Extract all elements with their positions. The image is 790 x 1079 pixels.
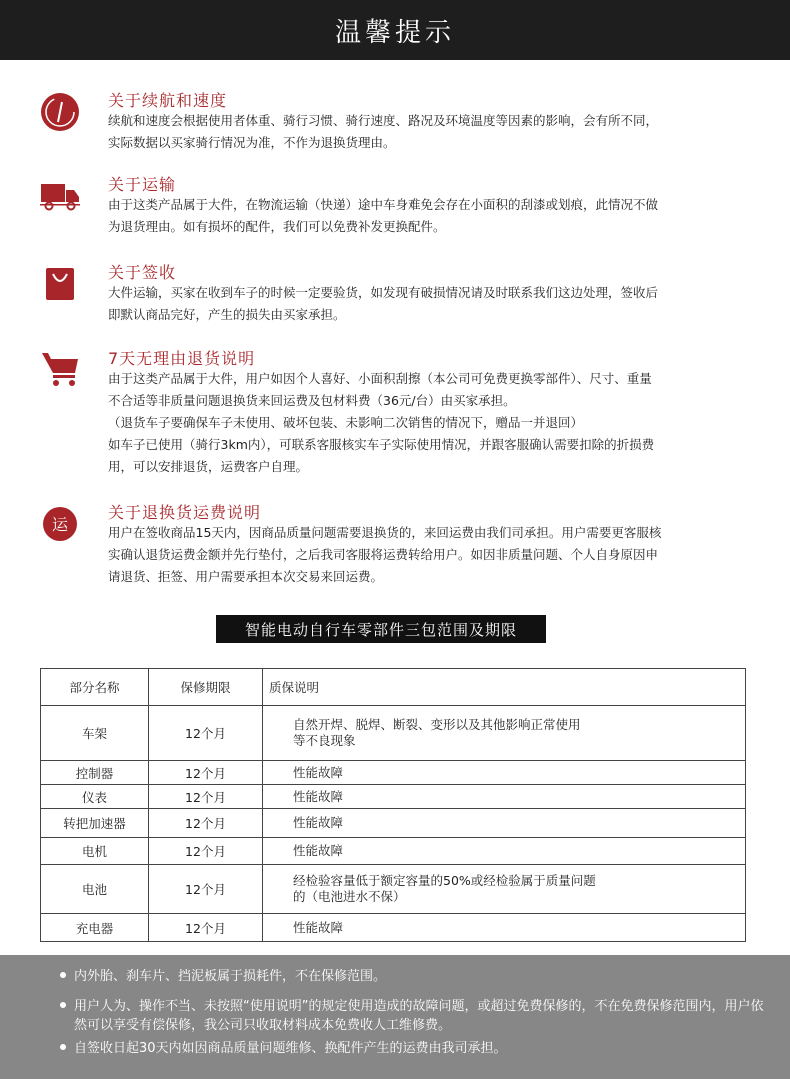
section-title: 关于退换货运费说明 (108, 503, 262, 522)
body-line: 用，可以安排退货，运费客户自理。 (108, 459, 309, 474)
desc-line: 性能故障 (293, 815, 344, 830)
table-row (41, 809, 746, 838)
warranty-desc (263, 809, 746, 838)
body-line: 实确认退货运费金额并先行垫付，之后我司客服将运费转给用户。如因非质量问题、个人自身原因申 (108, 547, 659, 562)
shipping-fee-icon (40, 504, 80, 544)
desc-line: 性能故障 (293, 919, 344, 935)
part-name: 电池 (41, 865, 149, 914)
section-body (108, 368, 758, 478)
table-row (41, 914, 746, 942)
table-row (41, 865, 746, 914)
body-line: 实际数据以买家骑行情况为准，不作为退换货理由。 (108, 135, 396, 150)
table-row (41, 761, 746, 785)
warranty-desc (263, 706, 746, 761)
warranty-desc (263, 865, 746, 914)
speedometer-icon (40, 92, 80, 132)
bullet-icon (60, 1044, 66, 1050)
body-line: 为退货理由。如有损坏的配件，我们可以免费补发更换配件。 (108, 219, 446, 234)
body-line: 不合适等非质量问题退换货来回运费及包材料费（36元/台）由买家承担。 (108, 393, 516, 408)
warranty-period: 12个月 (149, 865, 263, 914)
section-title: 关于续航和速度 (108, 91, 228, 110)
part-name: 转把加速器 (41, 809, 149, 838)
warranty-desc (263, 761, 746, 785)
warranty-period: 12个月 (149, 914, 263, 942)
part-name: 控制器 (41, 761, 149, 785)
bullet-icon (60, 1002, 66, 1008)
header-period: 保修期限 (149, 669, 263, 706)
desc-line: 性能故障 (293, 764, 344, 780)
warranty-table (40, 668, 746, 942)
desc-line: 性能故障 (293, 788, 344, 804)
warranty-desc (263, 838, 746, 865)
bullet-icon (60, 972, 66, 978)
section-title: 关于运输 (108, 175, 177, 194)
svg-text:运: 运 (51, 515, 69, 534)
note-text: 内外胎、刹车片、挡泥板属于损耗件，不在保修范围。 (74, 969, 387, 984)
body-line: 由于这类产品属于大件，用户如因个人喜好、小面积刮擦（本公司可免费更换零部件）、尺寸、重量 (108, 371, 652, 386)
body-line: 由于这类产品属于大件，在物流运输（快递）途中车身难免会存在小面积的刮漆或划痕，此情况不做 (108, 197, 659, 212)
note-item (60, 1039, 764, 1058)
cart-icon (40, 350, 80, 390)
warranty-desc (263, 914, 746, 942)
body-line: （退货车子要确保车子未使用、破坏包装、未影响二次销售的情况下，赠品一并退回） (108, 415, 584, 430)
part-name: 车架 (41, 706, 149, 761)
desc-line: 自然开焊、脱焊、断裂、变形以及其他影响正常使用 (293, 717, 581, 732)
note-text: 自签收日起30天内如因商品质量问题维修、换配件产生的运费由我司承担。 (74, 1041, 507, 1056)
notes-panel (0, 955, 790, 1079)
section-body (108, 194, 758, 238)
desc-line: 的（电池进水不保） (293, 889, 406, 904)
section-title: 7天无理由退货说明 (108, 349, 256, 368)
warranty-desc (263, 785, 746, 809)
table-header (41, 669, 746, 706)
desc-line: 等不良现象 (293, 733, 356, 748)
warranty-period: 12个月 (149, 809, 263, 838)
table-row (41, 785, 746, 809)
body-line: 即默认商品完好，产生的损失由买家承担。 (108, 307, 346, 322)
section-body (108, 522, 758, 588)
warranty-period: 12个月 (149, 785, 263, 809)
bag-icon (40, 264, 80, 304)
header-desc: 质保说明 (263, 669, 746, 706)
warranty-title: 智能电动自行车零部件三包范围及期限 (216, 615, 546, 643)
warranty-period: 12个月 (149, 706, 263, 761)
part-name: 充电器 (41, 914, 149, 942)
section-body (108, 282, 758, 326)
page-title: 温馨提示 (0, 0, 790, 60)
body-line: 续航和速度会根据使用者体重、骑行习惯、骑行速度、路况及环境温度等因素的影响，会有所不同， (108, 113, 659, 128)
note-item (60, 967, 764, 986)
body-line: 如车子已使用（骑行3km内），可联系客服核实车子实际使用情况，并跟客服确认需要扣除的折损费 (108, 437, 655, 452)
desc-line: 经检验容量低于额定容量的50%或经检验属于质量问题 (293, 873, 596, 888)
body-line: 用户在签收商品15天内，因商品质量问题需要退换货的，来回运费由我们司承担。用户需要更客服核 (108, 525, 662, 540)
section-body (108, 110, 758, 154)
table-row (41, 706, 746, 761)
note-item (60, 997, 764, 1035)
truck-icon (40, 176, 80, 216)
header-part: 部分名称 (41, 669, 149, 706)
body-line: 请退货、拒签、用户需要承担本次交易来回运费。 (108, 569, 384, 584)
part-name: 仪表 (41, 785, 149, 809)
body-line: 大件运输，买家在收到车子的时候一定要验货，如发现有破损情况请及时联系我们这边处理，签收后 (108, 285, 659, 300)
desc-line: 性能故障 (293, 843, 344, 858)
part-name: 电机 (41, 838, 149, 865)
table-row (41, 838, 746, 865)
warranty-period: 12个月 (149, 761, 263, 785)
section-title: 关于签收 (108, 263, 177, 282)
note-text: 用户人为、操作不当、未按照“使用说明”的规定使用造成的故障问题，或超过免费保修的，不在免费保修范围内，用户依然可以享受有偿保修，我公司只收取材料成本免费收人工维修费。 (74, 999, 764, 1033)
warranty-period: 12个月 (149, 838, 263, 865)
